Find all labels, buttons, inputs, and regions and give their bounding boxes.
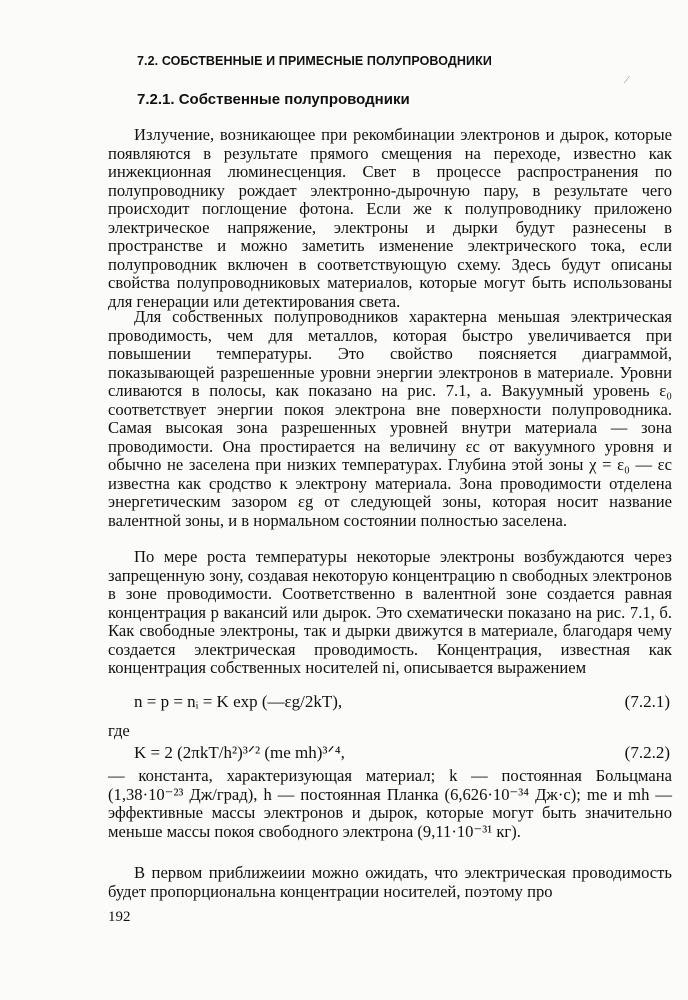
paragraph-1: Излучение, возникающее при рекомбинации электронов и дырок, которые появляются в результате прямого смещения на переходе, известно как инжекционная люминесценция. Свет в процессе распространения по полупроводнику рождает электронно-дырочную пару, в результате чего происходит поглощение фотона. Если же к полупроводнику приложено электрическое напряжение, электроны и дырки будут разнесены в пространстве и можно заметить изменение электрического тока, если полупроводник включен в соответствующую схему. Здесь будут описаны свойства полупроводниковых материалов, которые могут быть использованы для генерации или детектирования света. xyxy=(108,125,672,311)
page-number: 192 xyxy=(108,909,131,925)
equation-7-2-1: n = p = nᵢ = K exp (—εg/2kT), xyxy=(134,692,343,711)
equation-number-2: (7.2.2) xyxy=(624,743,670,762)
stray-mark: ⁄ xyxy=(626,74,628,86)
subsection-heading: 7.2.1. Собственные полупроводники xyxy=(137,91,410,108)
where-label: где xyxy=(108,721,130,740)
paragraph-4: — константа, характеризующая материал; k — постоянная Больцмана (1,38·10⁻²³ Дж/град), h — постоянная Планка (6,626·10⁻³⁴ Дж·с); me и mh — эффективные массы электронов и дырок, которые могут быть значительно меньше массы покоя свободного электрона (9,11·10⁻³¹ кг). xyxy=(108,766,672,841)
equation-7-2-2: K = 2 (2πkT/h²)³ᐟ² (me mh)³ᐟ⁴, xyxy=(134,743,345,762)
equation-number-1: (7.2.1) xyxy=(624,692,670,711)
paragraph-3: По мере роста температуры некоторые электроны возбуждаются через запрещенную зону, создавая некоторую концентрацию n свободных электронов в зоне проводимости. Соответственно в валентной зоне создается равная концентрация p вакансий или дырок. Это схематически показано на рис. 7.1, б. Как свободные электроны, так и дырки движутся в материале, благодаря чему создается электрическая проводимость. Концентрация, известная как концентрация собственных носителей ni, описывается выражением xyxy=(108,547,672,677)
paragraph-5: В первом приближеиии можно ожидать, что электрическая проводимость будет пропорциональна концентрации носителей, поэтому про xyxy=(108,863,672,901)
section-heading: 7.2. СОБСТВЕННЫЕ И ПРИМЕСНЫЕ ПОЛУПРОВОДНИКИ xyxy=(137,54,492,68)
paragraph-2: Для собственных полупроводников характерна меньшая электрическая проводимость, чем для металлов, которая быстро увеличивается при повышении температуры. Это свойство поясняется диаграммой, показывающей разрешенные уровни энергии электронов в материале. Уровни сливаются в полосы, как показано на рис. 7.1, а. Вакуумный уровень ε₀ соответствует энергии покоя электрона вне поверхности полупроводника. Самая высокая зона разрешенных уровней внутри материала — зона проводимости. Она простирается на величину εc от вакуумного уровня и обычно не заселена при низких температурах. Глубина этой зоны χ = ε₀ — εc известна как сродство к электрону материала. Зона проводимости отделена энергетическим зазором εg от следующей зоны, которая носит название валентной зоны, и в нормальном состоянии полностью заселена. xyxy=(108,307,672,530)
